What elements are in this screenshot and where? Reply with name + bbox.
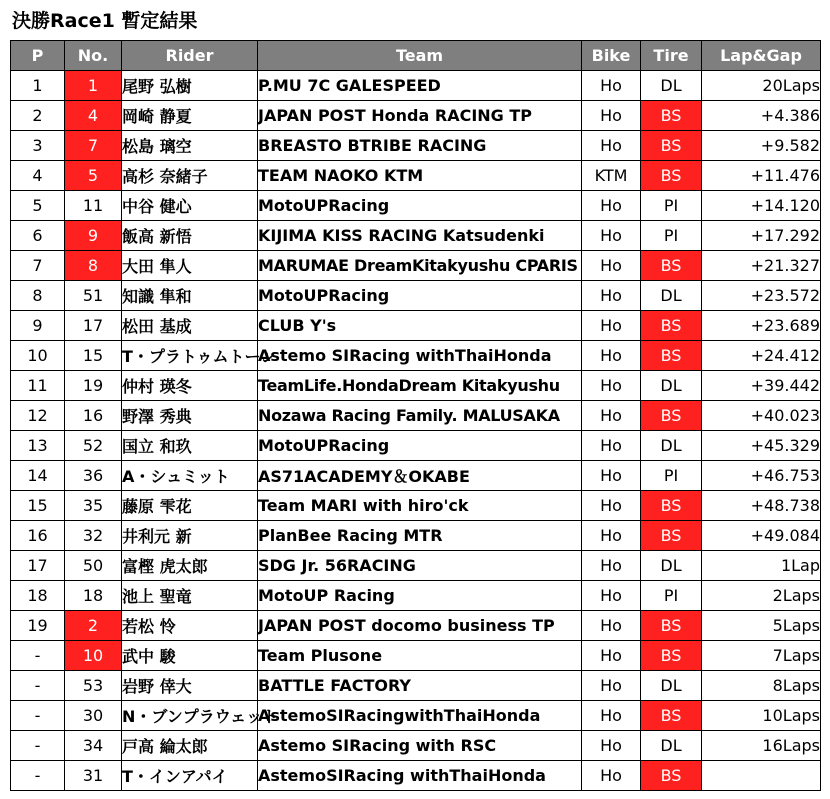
rider-cell: 井利元 新 xyxy=(122,521,258,551)
rider-cell: 池上 聖竜 xyxy=(122,581,258,611)
tire-cell: BS xyxy=(641,491,702,521)
team-cell: Astemo SIRacing withThaiHonda xyxy=(258,341,582,371)
bike-cell: Ho xyxy=(582,491,641,521)
team-cell: AstemoSIRacing withThaiHonda xyxy=(258,761,582,791)
bike-cell: Ho xyxy=(582,461,641,491)
table-row xyxy=(11,131,821,161)
team-cell: MARUMAE DreamKitakyushu CPARIS xyxy=(258,251,582,281)
number-cell: 9 xyxy=(65,221,122,251)
table-row xyxy=(11,221,821,251)
tire-cell: BS xyxy=(641,131,702,161)
tire-cell: BS xyxy=(641,401,702,431)
rider-cell: 高杉 奈緒子 xyxy=(122,161,258,191)
gap-cell: 16Laps xyxy=(702,731,821,761)
bike-cell: Ho xyxy=(582,701,641,731)
team-cell: AS71ACADEMY＆OKABE xyxy=(258,461,582,491)
position-cell: - xyxy=(11,701,65,731)
bike-cell: Ho xyxy=(582,581,641,611)
number-cell: 4 xyxy=(65,101,122,131)
rider-cell: 戸高 綸太郎 xyxy=(122,731,258,761)
team-cell: PlanBee Racing MTR xyxy=(258,521,582,551)
header-bike: Bike xyxy=(582,41,641,71)
tire-cell: BS xyxy=(641,761,702,791)
position-cell: 4 xyxy=(11,161,65,191)
gap-cell: +24.412 xyxy=(702,341,821,371)
gap-cell: +40.023 xyxy=(702,401,821,431)
tire-cell: BS xyxy=(641,521,702,551)
rider-cell: 松田 基成 xyxy=(122,311,258,341)
bike-cell: Ho xyxy=(582,191,641,221)
bike-cell: Ho xyxy=(582,341,641,371)
gap-cell xyxy=(702,761,821,791)
table-row xyxy=(11,341,821,371)
position-cell: 14 xyxy=(11,461,65,491)
table-row xyxy=(11,161,821,191)
position-cell: 6 xyxy=(11,221,65,251)
tire-cell: PI xyxy=(641,221,702,251)
bike-cell: Ho xyxy=(582,641,641,671)
team-cell: KIJIMA KISS RACING Katsudenki xyxy=(258,221,582,251)
bike-cell: Ho xyxy=(582,71,641,101)
rider-cell: 中谷 健心 xyxy=(122,191,258,221)
tire-cell: PI xyxy=(641,461,702,491)
position-cell: 18 xyxy=(11,581,65,611)
team-cell: MotoUPRacing xyxy=(258,281,582,311)
rider-cell: 岩野 倖大 xyxy=(122,671,258,701)
rider-cell: N・ブンプラウェット xyxy=(122,701,258,731)
position-cell: 15 xyxy=(11,491,65,521)
rider-cell: 松島 璃空 xyxy=(122,131,258,161)
number-cell: 11 xyxy=(65,191,122,221)
gap-cell: 5Laps xyxy=(702,611,821,641)
header-team: Team xyxy=(258,41,582,71)
tire-cell: BS xyxy=(641,311,702,341)
gap-cell: +4.386 xyxy=(702,101,821,131)
bike-cell: Ho xyxy=(582,731,641,761)
position-cell: - xyxy=(11,761,65,791)
position-cell: 17 xyxy=(11,551,65,581)
gap-cell: 2Laps xyxy=(702,581,821,611)
number-cell: 36 xyxy=(65,461,122,491)
number-cell: 19 xyxy=(65,371,122,401)
table-row xyxy=(11,491,821,521)
team-cell: TEAM NAOKO KTM xyxy=(258,161,582,191)
rider-cell: T・プラトゥムトーン xyxy=(122,341,258,371)
bike-cell: Ho xyxy=(582,371,641,401)
bike-cell: Ho xyxy=(582,131,641,161)
rider-cell: A・シュミット xyxy=(122,461,258,491)
number-cell: 16 xyxy=(65,401,122,431)
rider-cell: 飯高 新悟 xyxy=(122,221,258,251)
position-cell: 3 xyxy=(11,131,65,161)
bike-cell: Ho xyxy=(582,281,641,311)
gap-cell: +45.329 xyxy=(702,431,821,461)
position-cell: 11 xyxy=(11,371,65,401)
rider-cell: 知識 隼和 xyxy=(122,281,258,311)
bike-cell: Ho xyxy=(582,401,641,431)
tire-cell: DL xyxy=(641,551,702,581)
bike-cell: Ho xyxy=(582,551,641,581)
number-cell: 1 xyxy=(65,71,122,101)
gap-cell: +11.476 xyxy=(702,161,821,191)
tire-cell: BS xyxy=(641,641,702,671)
position-cell: 5 xyxy=(11,191,65,221)
table-row xyxy=(11,311,821,341)
rider-cell: 若松 怜 xyxy=(122,611,258,641)
number-cell: 7 xyxy=(65,131,122,161)
number-cell: 51 xyxy=(65,281,122,311)
team-cell: CLUB Y's xyxy=(258,311,582,341)
rider-cell: 岡崎 静夏 xyxy=(122,101,258,131)
gap-cell: +14.120 xyxy=(702,191,821,221)
position-cell: 10 xyxy=(11,341,65,371)
table-row xyxy=(11,401,821,431)
number-cell: 17 xyxy=(65,311,122,341)
tire-cell: DL xyxy=(641,671,702,701)
team-cell: SDG Jr. 56RACING xyxy=(258,551,582,581)
number-cell: 18 xyxy=(65,581,122,611)
position-cell: - xyxy=(11,671,65,701)
tire-cell: BS xyxy=(641,701,702,731)
tire-cell: DL xyxy=(641,731,702,761)
number-cell: 35 xyxy=(65,491,122,521)
tire-cell: DL xyxy=(641,431,702,461)
tire-cell: DL xyxy=(641,71,702,101)
bike-cell: Ho xyxy=(582,761,641,791)
team-cell: JAPAN POST Honda RACING TP xyxy=(258,101,582,131)
number-cell: 31 xyxy=(65,761,122,791)
rider-cell: 仲村 瑛冬 xyxy=(122,371,258,401)
team-cell: MotoUPRacing xyxy=(258,191,582,221)
bike-cell: Ho xyxy=(582,671,641,701)
gap-cell: +46.753 xyxy=(702,461,821,491)
table-row xyxy=(11,101,821,131)
position-cell: 12 xyxy=(11,401,65,431)
number-cell: 2 xyxy=(65,611,122,641)
header-row xyxy=(11,41,821,71)
bike-cell: Ho xyxy=(582,431,641,461)
table-row xyxy=(11,251,821,281)
number-cell: 34 xyxy=(65,731,122,761)
gap-cell: +9.582 xyxy=(702,131,821,161)
table-row xyxy=(11,761,821,791)
table-row xyxy=(11,731,821,761)
rider-cell: 野澤 秀典 xyxy=(122,401,258,431)
header-tire: Tire xyxy=(641,41,702,71)
bike-cell: KTM xyxy=(582,161,641,191)
gap-cell: 1Lap xyxy=(702,551,821,581)
gap-cell: 20Laps xyxy=(702,71,821,101)
gap-cell: 8Laps xyxy=(702,671,821,701)
team-cell: JAPAN POST docomo business TP xyxy=(258,611,582,641)
position-cell: 19 xyxy=(11,611,65,641)
bike-cell: Ho xyxy=(582,611,641,641)
number-cell: 32 xyxy=(65,521,122,551)
header-rider: Rider xyxy=(122,41,258,71)
results-body xyxy=(11,71,821,791)
number-cell: 5 xyxy=(65,161,122,191)
position-cell: 1 xyxy=(11,71,65,101)
table-row xyxy=(11,371,821,401)
number-cell: 52 xyxy=(65,431,122,461)
table-row xyxy=(11,611,821,641)
table-row xyxy=(11,671,821,701)
bike-cell: Ho xyxy=(582,251,641,281)
rider-cell: 富樫 虎太郎 xyxy=(122,551,258,581)
position-cell: 8 xyxy=(11,281,65,311)
number-cell: 53 xyxy=(65,671,122,701)
position-cell: 2 xyxy=(11,101,65,131)
bike-cell: Ho xyxy=(582,101,641,131)
gap-cell: +39.442 xyxy=(702,371,821,401)
rider-cell: 尾野 弘樹 xyxy=(122,71,258,101)
gap-cell: +48.738 xyxy=(702,491,821,521)
gap-cell: +17.292 xyxy=(702,221,821,251)
table-row xyxy=(11,641,821,671)
rider-cell: T・インアパイ xyxy=(122,761,258,791)
number-cell: 15 xyxy=(65,341,122,371)
bike-cell: Ho xyxy=(582,311,641,341)
table-row xyxy=(11,461,821,491)
table-row xyxy=(11,581,821,611)
header-position: P xyxy=(11,41,65,71)
team-cell: TeamLife.HondaDream Kitakyushu xyxy=(258,371,582,401)
bike-cell: Ho xyxy=(582,221,641,251)
header-gap: Lap&Gap xyxy=(702,41,821,71)
header-number: No. xyxy=(65,41,122,71)
team-cell: Team Plusone xyxy=(258,641,582,671)
tire-cell: BS xyxy=(641,161,702,191)
team-cell: P.MU 7C GALESPEED xyxy=(258,71,582,101)
tire-cell: PI xyxy=(641,581,702,611)
rider-cell: 藤原 雫花 xyxy=(122,491,258,521)
results-table xyxy=(10,40,821,791)
number-cell: 30 xyxy=(65,701,122,731)
position-cell: - xyxy=(11,641,65,671)
gap-cell: +21.327 xyxy=(702,251,821,281)
table-row xyxy=(11,431,821,461)
team-cell: BATTLE FACTORY xyxy=(258,671,582,701)
number-cell: 8 xyxy=(65,251,122,281)
number-cell: 50 xyxy=(65,551,122,581)
position-cell: 16 xyxy=(11,521,65,551)
team-cell: MotoUPRacing xyxy=(258,431,582,461)
tire-cell: BS xyxy=(641,341,702,371)
tire-cell: BS xyxy=(641,101,702,131)
table-row xyxy=(11,521,821,551)
gap-cell: 10Laps xyxy=(702,701,821,731)
gap-cell: +23.689 xyxy=(702,311,821,341)
table-row xyxy=(11,191,821,221)
tire-cell: BS xyxy=(641,251,702,281)
tire-cell: DL xyxy=(641,281,702,311)
table-row xyxy=(11,281,821,311)
team-cell: Nozawa Racing Family. MALUSAKA xyxy=(258,401,582,431)
position-cell: - xyxy=(11,731,65,761)
gap-cell: +49.084 xyxy=(702,521,821,551)
team-cell: AstemoSIRacingwithThaiHonda xyxy=(258,701,582,731)
team-cell: Astemo SIRacing with RSC xyxy=(258,731,582,761)
gap-cell: +23.572 xyxy=(702,281,821,311)
position-cell: 9 xyxy=(11,311,65,341)
team-cell: MotoUP Racing xyxy=(258,581,582,611)
bike-cell: Ho xyxy=(582,521,641,551)
page-title: 決勝Race1 暫定結果 xyxy=(12,10,198,32)
tire-cell: BS xyxy=(641,611,702,641)
team-cell: Team MARI with hiro'ck xyxy=(258,491,582,521)
rider-cell: 国立 和玖 xyxy=(122,431,258,461)
rider-cell: 武中 駿 xyxy=(122,641,258,671)
tire-cell: PI xyxy=(641,191,702,221)
team-cell: BREASTO BTRIBE RACING xyxy=(258,131,582,161)
position-cell: 7 xyxy=(11,251,65,281)
gap-cell: 7Laps xyxy=(702,641,821,671)
table-row xyxy=(11,551,821,581)
position-cell: 13 xyxy=(11,431,65,461)
tire-cell: DL xyxy=(641,371,702,401)
rider-cell: 大田 隼人 xyxy=(122,251,258,281)
number-cell: 10 xyxy=(65,641,122,671)
table-row xyxy=(11,71,821,101)
table-row xyxy=(11,701,821,731)
